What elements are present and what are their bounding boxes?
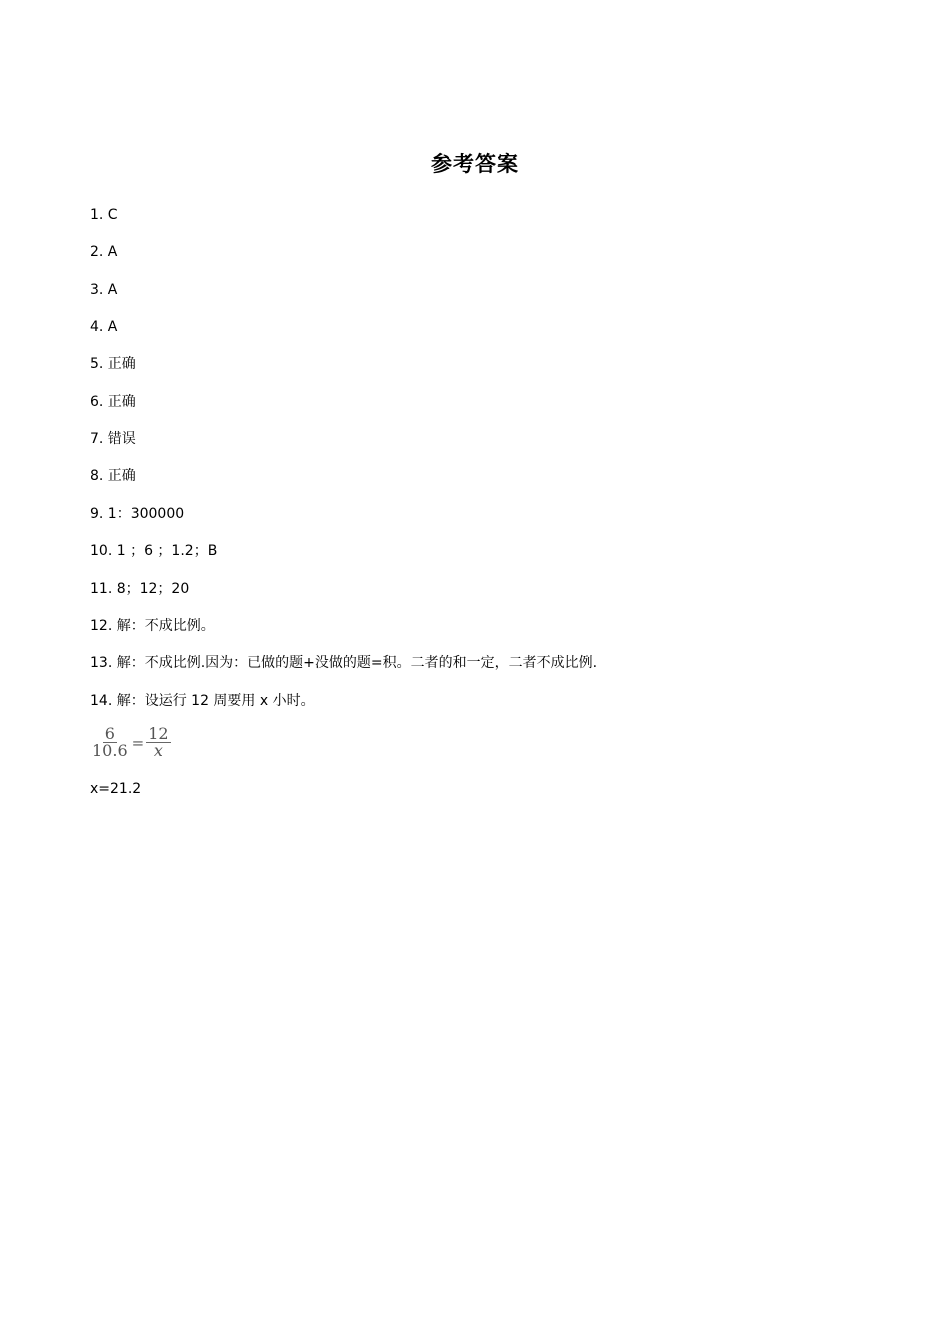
right-numerator: 12 bbox=[148, 724, 169, 743]
answer-item: 2. A bbox=[90, 244, 118, 260]
answer-item: 14. 解：设运行 12 周要用 x 小时。 bbox=[90, 693, 315, 709]
answer-item: 9. 1：300000 bbox=[90, 506, 185, 522]
answer-item: 12. 解：不成比例。 bbox=[90, 618, 215, 634]
left-numerator: 6 bbox=[104, 724, 115, 743]
answer-item: 7. 错误 bbox=[90, 431, 136, 447]
answer-item: 1. C bbox=[90, 207, 118, 223]
equals-sign: = bbox=[131, 733, 145, 752]
left-fraction bbox=[90, 726, 130, 759]
answer-item: 4. A bbox=[90, 319, 118, 335]
equation-result: x=21.2 bbox=[90, 781, 142, 797]
page-title: 参考答案 bbox=[431, 152, 519, 176]
answer-item: 11. 8；12；20 bbox=[90, 581, 190, 597]
answer-item: 5. 正确 bbox=[90, 356, 136, 372]
answer-item: 3. A bbox=[90, 282, 118, 298]
answer-item: 6. 正确 bbox=[90, 394, 136, 410]
right-denominator: x bbox=[153, 741, 163, 760]
answer-item: 13. 解：不成比例.因为：已做的题+没做的题=积。二者的和一定，二者不成比例. bbox=[90, 655, 598, 671]
proportion-equation bbox=[90, 726, 171, 759]
answer-item: 10. 1 ；6 ；1.2；B bbox=[90, 543, 218, 559]
right-fraction bbox=[146, 726, 170, 759]
left-denominator: 10.6 bbox=[92, 741, 128, 760]
answer-item: 8. 正确 bbox=[90, 468, 136, 484]
